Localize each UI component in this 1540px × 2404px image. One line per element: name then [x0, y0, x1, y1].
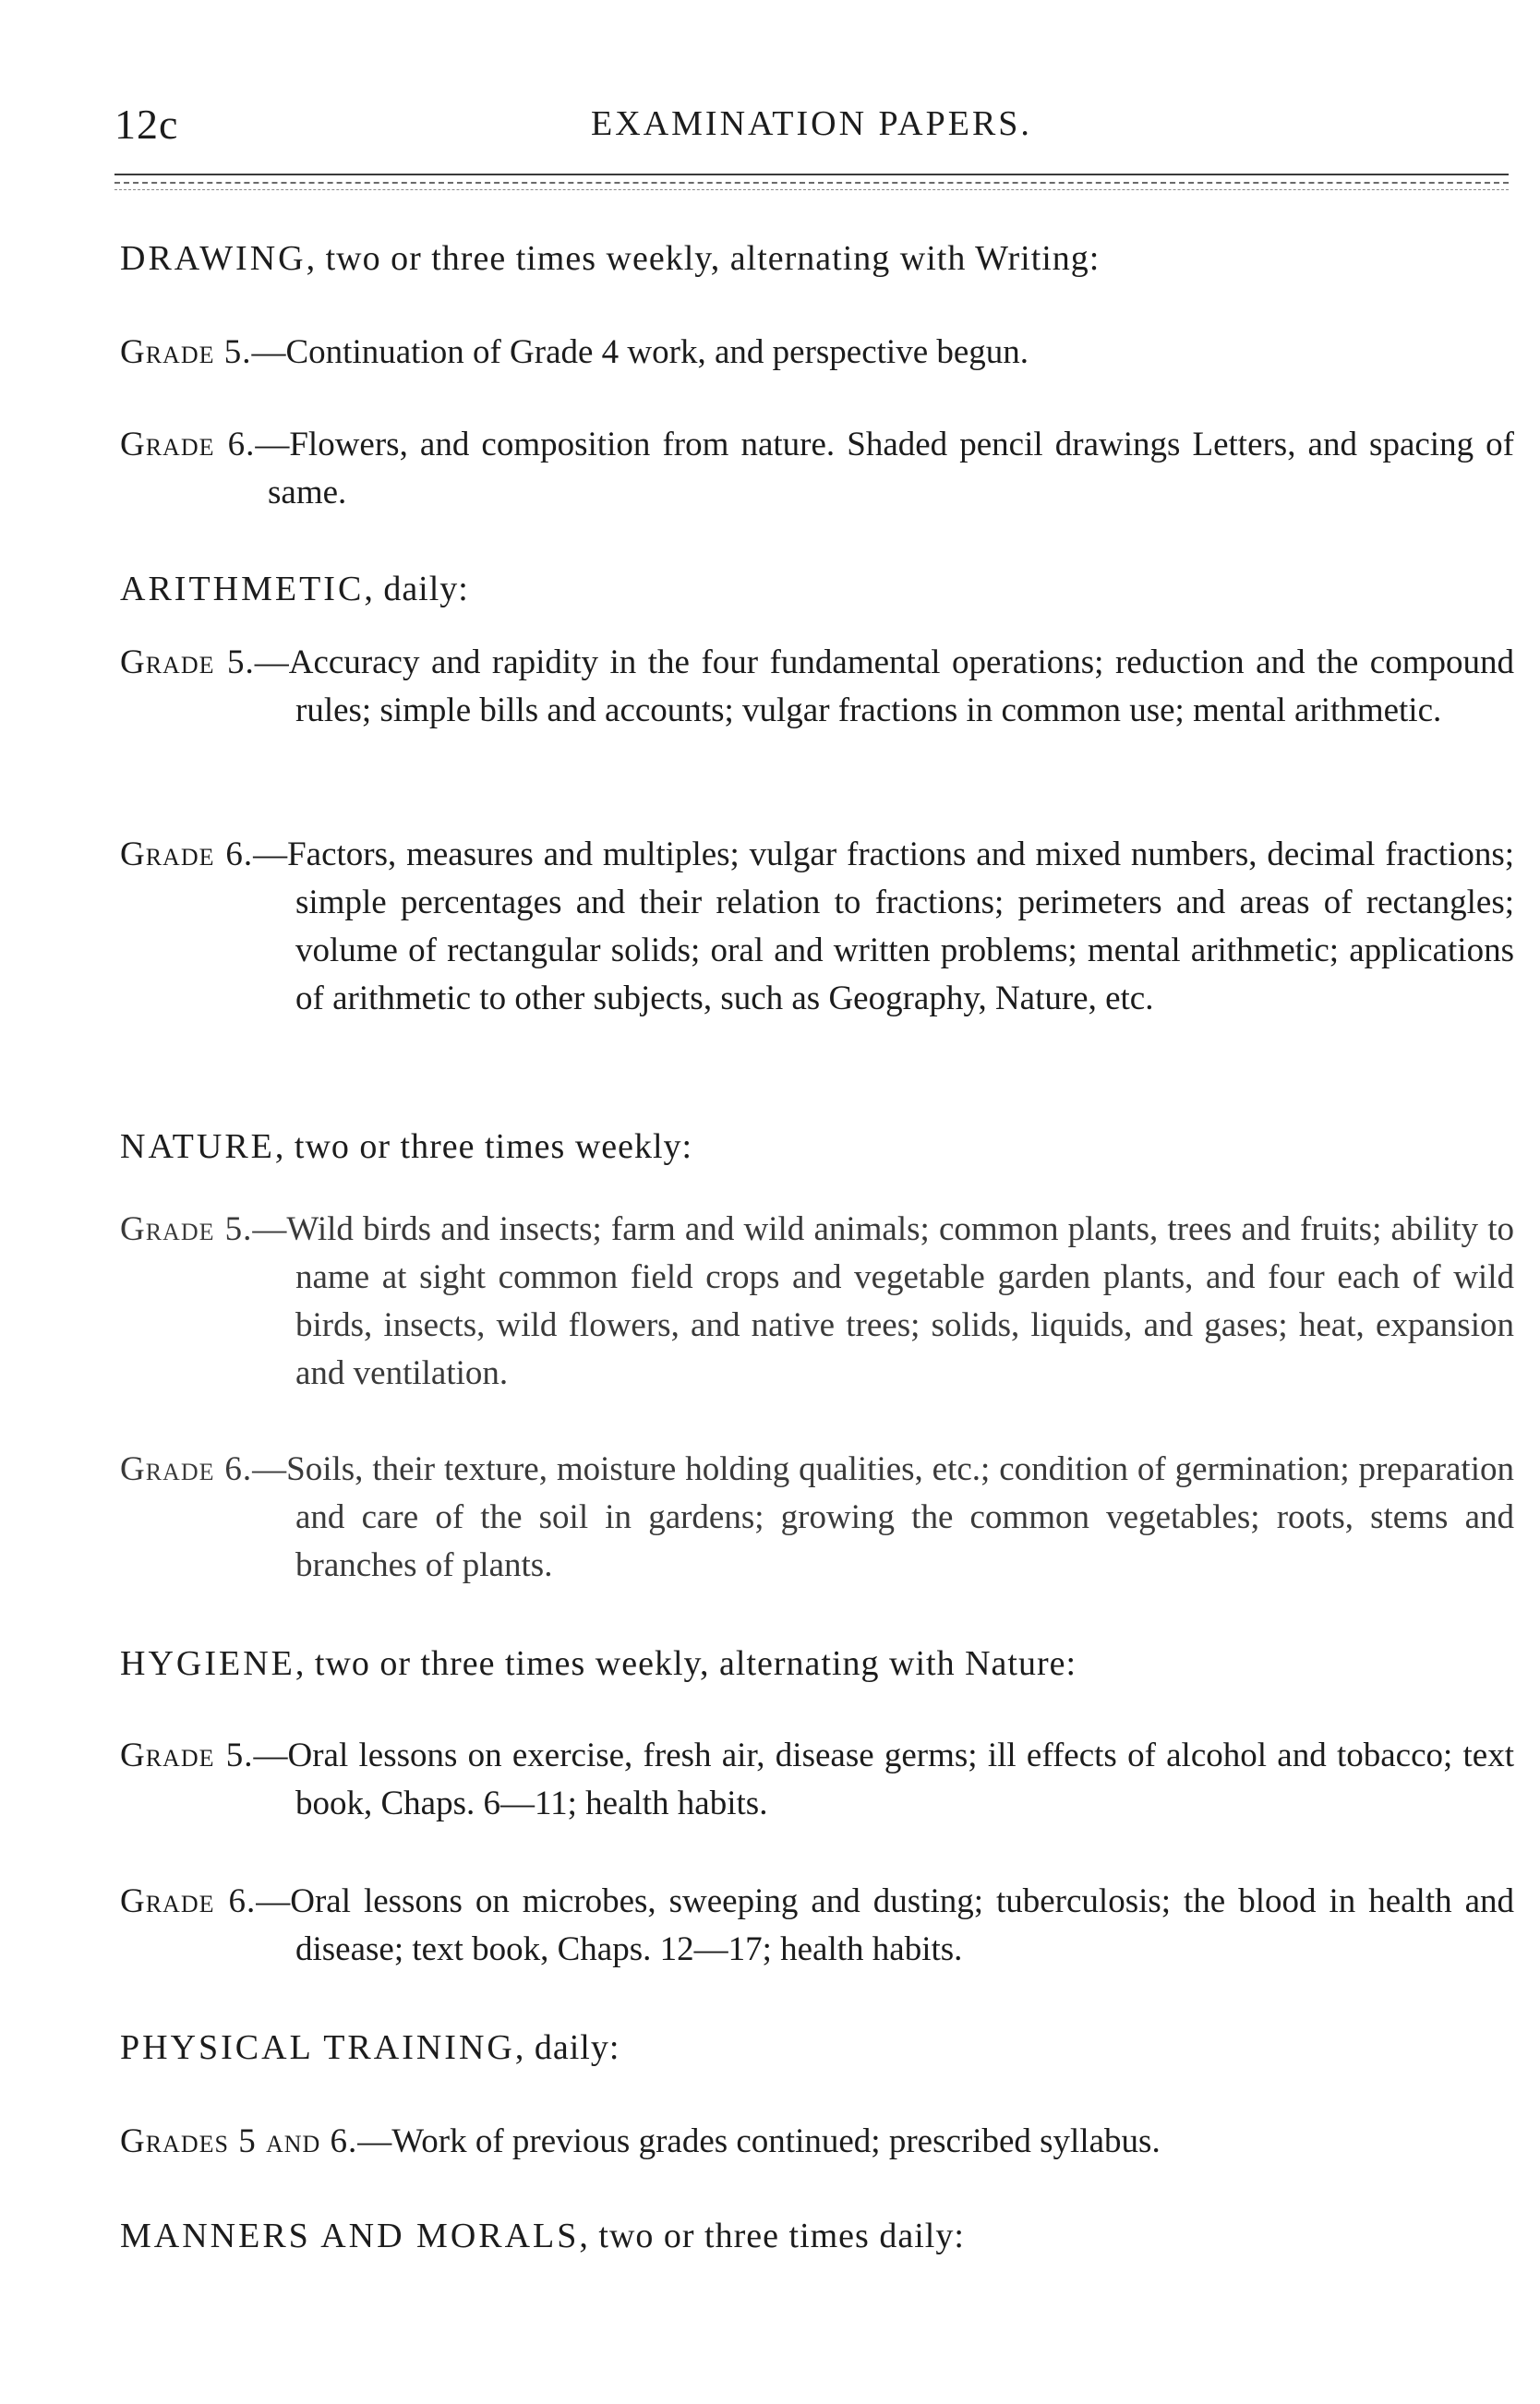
- section-physical-training: [120, 2024, 1514, 2072]
- grade-label: Grade 6.: [120, 835, 254, 873]
- grade-entry: [120, 1206, 1514, 1398]
- subject-heading: [120, 1640, 1514, 1688]
- grade-entry: [120, 1878, 1514, 1974]
- grade-paragraph: [120, 1732, 1514, 1828]
- running-title: EXAMINATION PAPERS.: [591, 104, 1032, 143]
- subject-note: , two or three times weekly:: [274, 1127, 693, 1166]
- grade-paragraph: [120, 1878, 1514, 1974]
- subject-note: , two or three times daily:: [579, 2217, 965, 2255]
- grade-text: —Work of previous grades continued; prescribed syllabus.: [357, 2122, 1161, 2160]
- subject-note: , two or three times weekly, alternating with Nature:: [295, 1644, 1077, 1683]
- grade-label: Grade 6.: [120, 426, 256, 463]
- section-drawing: [120, 234, 1514, 282]
- subject-note: , two or three times weekly, alternating with Writing:: [306, 239, 1101, 278]
- subject-heading: [120, 234, 1514, 282]
- section-hygiene: [120, 1640, 1514, 1688]
- grade-label: Grades 5 and 6.: [120, 2122, 358, 2160]
- grade-text: —Wild birds and insects; farm and wild animals; common plants, trees and fruits; ability to name at sight common field crops and vegetable garden plants, and four each of wild birds, insects, wild flowers, and native trees; solids, liquids, and gases; heat, expansion and ventilation.: [252, 1210, 1514, 1392]
- grade-paragraph: [120, 1206, 1514, 1398]
- grade-text: —Oral lessons on microbes, sweeping and dusting; tuberculosis; the blood in health and disease; text book, Chaps. 12—17; health habits.: [256, 1882, 1515, 1968]
- subject-name: HYGIENE: [120, 1644, 295, 1683]
- grade-paragraph: [120, 639, 1514, 735]
- grade-text: —Flowers, and composition from nature. Shaded pencil drawings Letters, and spacing of same.: [255, 426, 1514, 511]
- grade-text: —Soils, their texture, moisture holding qualities, etc.; condition of germination; preparation and care of the soil in gardens; growing the common vegetables; roots, stems and branches of plants.: [252, 1450, 1514, 1584]
- grade-text: —Continuation of Grade 4 work, and perspective begun.: [251, 333, 1029, 371]
- grade-text: —Oral lessons on exercise, fresh air, disease germs; ill effects of alcohol and tobacco; text book, Chaps. 6—11; health habits.: [253, 1737, 1514, 1822]
- grade-entry: [120, 1732, 1514, 1828]
- subject-name: NATURE: [120, 1127, 275, 1166]
- grade-label: Grade 5.: [120, 1210, 253, 1248]
- subject-heading: [120, 2024, 1514, 2072]
- grade-paragraph: [120, 1446, 1514, 1590]
- grade-paragraph: [120, 2118, 1514, 2166]
- subject-heading: [120, 1123, 1514, 1171]
- header-rule-dotted: [114, 189, 1509, 190]
- subject-name: PHYSICAL TRAINING: [120, 2028, 515, 2067]
- page-number: 12c: [114, 101, 179, 148]
- grade-paragraph: [120, 421, 1514, 517]
- grade-entry: [120, 1446, 1514, 1590]
- subject-name: MANNERS AND MORALS: [120, 2217, 580, 2255]
- subject-name: ARITHMETIC: [120, 570, 365, 608]
- grade-entry: [120, 329, 1514, 377]
- grade-label: Grade 5.: [120, 1737, 254, 1774]
- page-header: [114, 100, 1509, 164]
- section-nature: [120, 1123, 1514, 1171]
- grade-paragraph: [120, 329, 1514, 377]
- subject-note: , daily:: [364, 570, 469, 608]
- grade-paragraph: [120, 831, 1514, 1023]
- grade-label: Grade 6.: [120, 1450, 253, 1488]
- grade-label: Grade 5.: [120, 643, 255, 681]
- grade-entry: [120, 2118, 1514, 2166]
- grade-entry: [120, 421, 1514, 517]
- grade-entry: [120, 639, 1514, 735]
- grade-label: Grade 6.: [120, 1882, 257, 1920]
- grade-entry: [120, 831, 1514, 1023]
- grade-text: —Accuracy and rapidity in the four fundamental operations; reduction and the compound rules; simple bills and accounts; vulgar fractions in common use; mental arithmetic.: [254, 643, 1514, 729]
- subject-heading: [120, 565, 1514, 613]
- grade-text: —Factors, measures and multiples; vulgar fractions and mixed numbers, decimal fractions; simple percentages and their relation to fractions; perimeters and areas of rectangles; volume of rectangular solids; oral and written problems; mental arithmetic; applications of arithmetic to other subjects, such as Geography, Nature, etc.: [253, 835, 1514, 1017]
- subject-note: , daily:: [514, 2028, 620, 2067]
- header-rule-dashed: [114, 182, 1509, 184]
- header-rule: [114, 174, 1509, 175]
- subject-heading: [120, 2212, 1514, 2260]
- grade-label: Grade 5.: [120, 333, 252, 371]
- section-arithmetic: [120, 565, 1514, 613]
- subject-name: DRAWING: [120, 239, 307, 278]
- section-manners-and-morals: [120, 2212, 1514, 2260]
